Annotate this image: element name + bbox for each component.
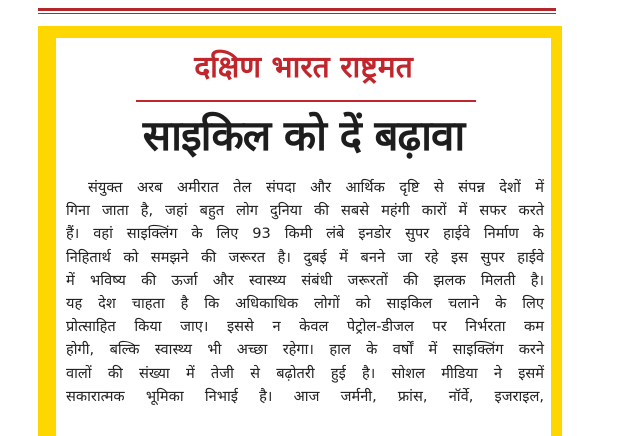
body-line: वालों की संख्या में तेजी से बढ़ोतरी हुई है। सोशल मीडिया ने इसमें	[66, 364, 544, 382]
body-line: होगी, बल्कि स्वास्थ्य भी अच्छा रहेगा। हाल के वर्षों में साइक्लिंग करने	[66, 341, 544, 359]
body-line: निहितार्थ को समझने की जरूरत है। दुबई में बनने जा रहे इस सुपर हाईवे	[66, 248, 544, 266]
body-line: प्रोत्साहित किया जाए। इससे न केवल पेट्रोल-डीजल पर निर्भरता कम	[66, 318, 544, 336]
source-title: दक्षिण भारत राष्ट्रमत	[194, 50, 413, 85]
body-line: में भविष्य की ऊर्जा और स्वास्थ्य संबंधी जरूरतों की झलक मिलती है।	[66, 271, 544, 289]
article-body	[66, 176, 544, 408]
headline: साइकिल को दें बढ़ावा	[142, 111, 465, 160]
body-line: गिना जाता है, जहां बहुत लोग दुनिया की सबसे महंगी कारों में सफर करते	[66, 202, 544, 220]
body-line: संयुक्त अरब अमीरात तेल संपदा और आर्थिक दृष्टि से संपन्न देशों में	[88, 179, 544, 196]
source-underline	[136, 100, 476, 102]
body-line: यह देश चाहता है कि अधिकाधिक लोगों को साइकिल चलाने के लिए	[66, 294, 544, 312]
article-card	[56, 38, 551, 436]
top-rule	[38, 8, 556, 11]
top-rule-thin	[38, 13, 556, 14]
body-line: सकारात्मक भूमिका निभाई है। आज जर्मनी, फ्रांस, नॉर्वे, इजराइल,	[66, 387, 544, 405]
body-line: हैं। वहां साइक्लिंग के लिए 93 किमी लंबे इनडोर सुपर हाईवे निर्माण के	[66, 225, 544, 243]
